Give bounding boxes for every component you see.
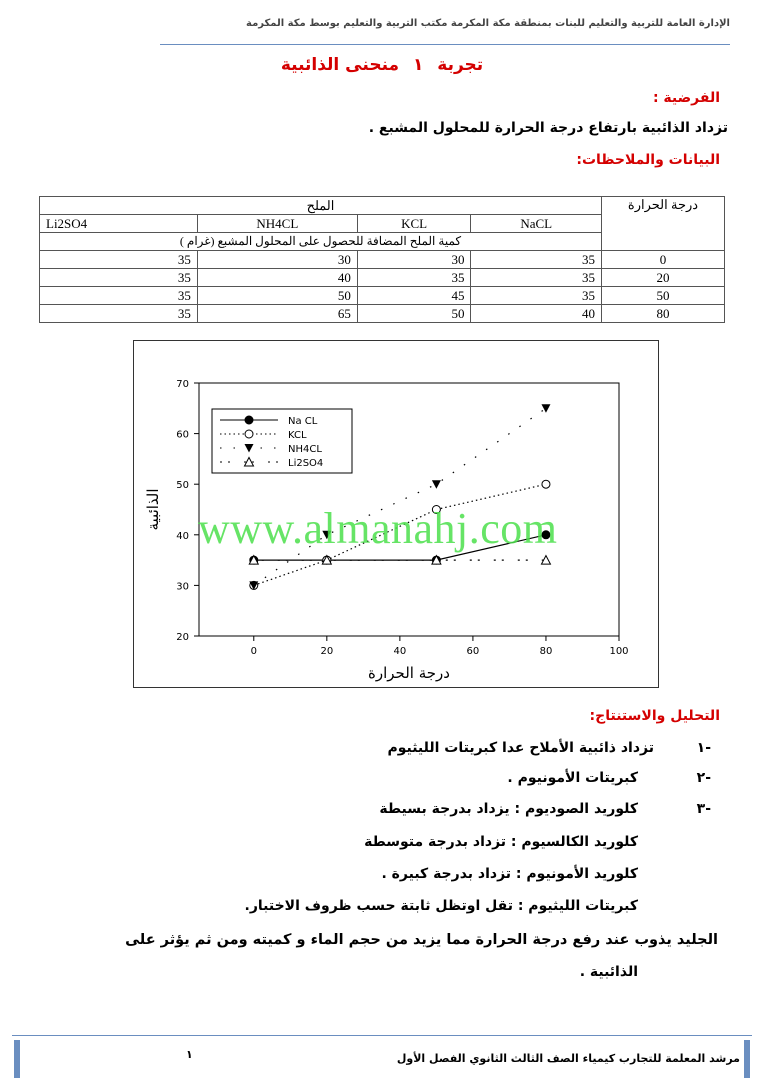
salt-li2so4: Li2SO4 [40, 215, 198, 233]
table-cell: 30 [197, 251, 357, 269]
table-cell: 35 [471, 251, 602, 269]
x-tick-label: 100 [609, 646, 629, 657]
data-point [542, 480, 550, 488]
table-cell: 65 [197, 305, 357, 323]
salt-header: الملح [40, 197, 602, 215]
y-tick-label: 70 [176, 379, 189, 390]
table-cell: 35 [40, 305, 198, 323]
salt-kcl: KCL [357, 215, 471, 233]
footer-divider [12, 1035, 752, 1036]
legend-marker [245, 416, 253, 424]
table-cell: 35 [471, 287, 602, 305]
table-row [40, 269, 725, 287]
y-tick-label: 50 [176, 480, 189, 492]
experiment-title [0, 55, 764, 75]
item-number: ٣- [696, 801, 711, 817]
legend-label: KCL [288, 430, 307, 441]
y-tick-label: 40 [176, 530, 189, 542]
table-row [40, 305, 725, 323]
data-heading: البيانات والملاحظات: [576, 152, 720, 168]
table-cell: 0 [602, 251, 725, 269]
y-axis-label: الذائبية [144, 488, 162, 531]
analysis-item: كلوريد الأمونيوم : تزداد بدرجة كبيرة . [381, 866, 638, 882]
table-cell: 45 [357, 287, 471, 305]
title-name: منحنى الذائبية [280, 55, 400, 75]
salt-nh4cl: NH4CL [197, 215, 357, 233]
table-row [40, 287, 725, 305]
table-cell: 80 [602, 305, 725, 323]
y-tick-label: 20 [176, 632, 189, 643]
table-cell: 35 [471, 269, 602, 287]
legend-label: Li2SO4 [288, 458, 324, 469]
analysis-heading: التحليل والاستنتاج: [589, 708, 720, 724]
header-divider [160, 44, 730, 45]
legend-marker [245, 430, 253, 438]
legend-label: Na CL [288, 416, 318, 427]
y-tick-label: 30 [176, 581, 189, 593]
salt-nacl: NaCL [471, 215, 602, 233]
y-tick-label: 60 [176, 429, 189, 441]
page-number: ١ [186, 1048, 193, 1061]
temp-header: درجة الحرارة [602, 197, 725, 251]
hypothesis-text: تزداد الذائبية بارتفاع درجة الحرارة للمحلول المشبع . [368, 120, 728, 136]
footer-text: مرشد المعلمة للتجارب كيمياء الصف الثالث الثانوي الفصل الأول [396, 1052, 740, 1065]
analysis-item: كلوريد الصوديوم : يزداد بدرجة بسيطة [379, 801, 638, 817]
table-cell: 35 [40, 269, 198, 287]
analysis-item: كبريتات الأمونيوم . [507, 770, 638, 786]
page-header: الإدارة العامة للتربية والتعليم للبنات بمنطقة مكة المكرمة مكتب التربية والتعليم بوسط مكة المكرمة [246, 18, 730, 29]
table-cell: 50 [357, 305, 471, 323]
x-tick-label: 0 [250, 646, 257, 657]
table-cell: 35 [40, 251, 198, 269]
watermark: www.almanahj.com [198, 504, 558, 553]
amount-header: كمية الملح المضافة للحصول على المحلول المشبع (غرام ) [40, 233, 602, 251]
item-number: ٢- [696, 770, 711, 786]
x-tick-label: 80 [539, 646, 553, 657]
table-cell: 40 [471, 305, 602, 323]
table-row [40, 251, 725, 269]
solubility-table [39, 196, 725, 323]
analysis-item: كلوريد الكالسيوم : تزداد بدرجة متوسطة [364, 834, 638, 850]
data-point [541, 404, 550, 413]
analysis-note-line1: الجليد يذوب عند رفع درجة الحرارة مما يزيد من حجم الماء و كميته ومن ثم يؤثر على [125, 932, 718, 948]
footer-bar-left [14, 1040, 20, 1078]
title-label: تجربة [437, 55, 484, 75]
footer-bar-right [744, 1040, 750, 1078]
item-number: ١- [696, 740, 711, 756]
legend-box [212, 409, 352, 473]
table-cell: 35 [40, 287, 198, 305]
title-number: ١ [412, 55, 424, 75]
table-cell: 35 [357, 269, 471, 287]
table-cell: 40 [197, 269, 357, 287]
table-cell: 50 [197, 287, 357, 305]
x-tick-label: 20 [320, 646, 334, 657]
analysis-item: تزداد ذائبية الأملاح عدا كبريتات الليثيوم [387, 740, 654, 756]
x-tick-label: 40 [393, 646, 407, 657]
data-point [432, 480, 441, 489]
table-cell: 20 [602, 269, 725, 287]
analysis-item: كبريتات الليثيوم : تقل اوتظل ثابتة حسب ظروف الاختبار. [244, 898, 638, 914]
x-tick-label: 60 [466, 646, 480, 657]
table-cell: 30 [357, 251, 471, 269]
hypothesis-heading: الفرضية : [652, 90, 720, 106]
table-cell: 50 [602, 287, 725, 305]
x-axis-label: درجة الحرارة [368, 664, 450, 682]
legend-label: NH4CL [288, 444, 322, 455]
analysis-note-line2: الذائبية . [579, 964, 638, 980]
